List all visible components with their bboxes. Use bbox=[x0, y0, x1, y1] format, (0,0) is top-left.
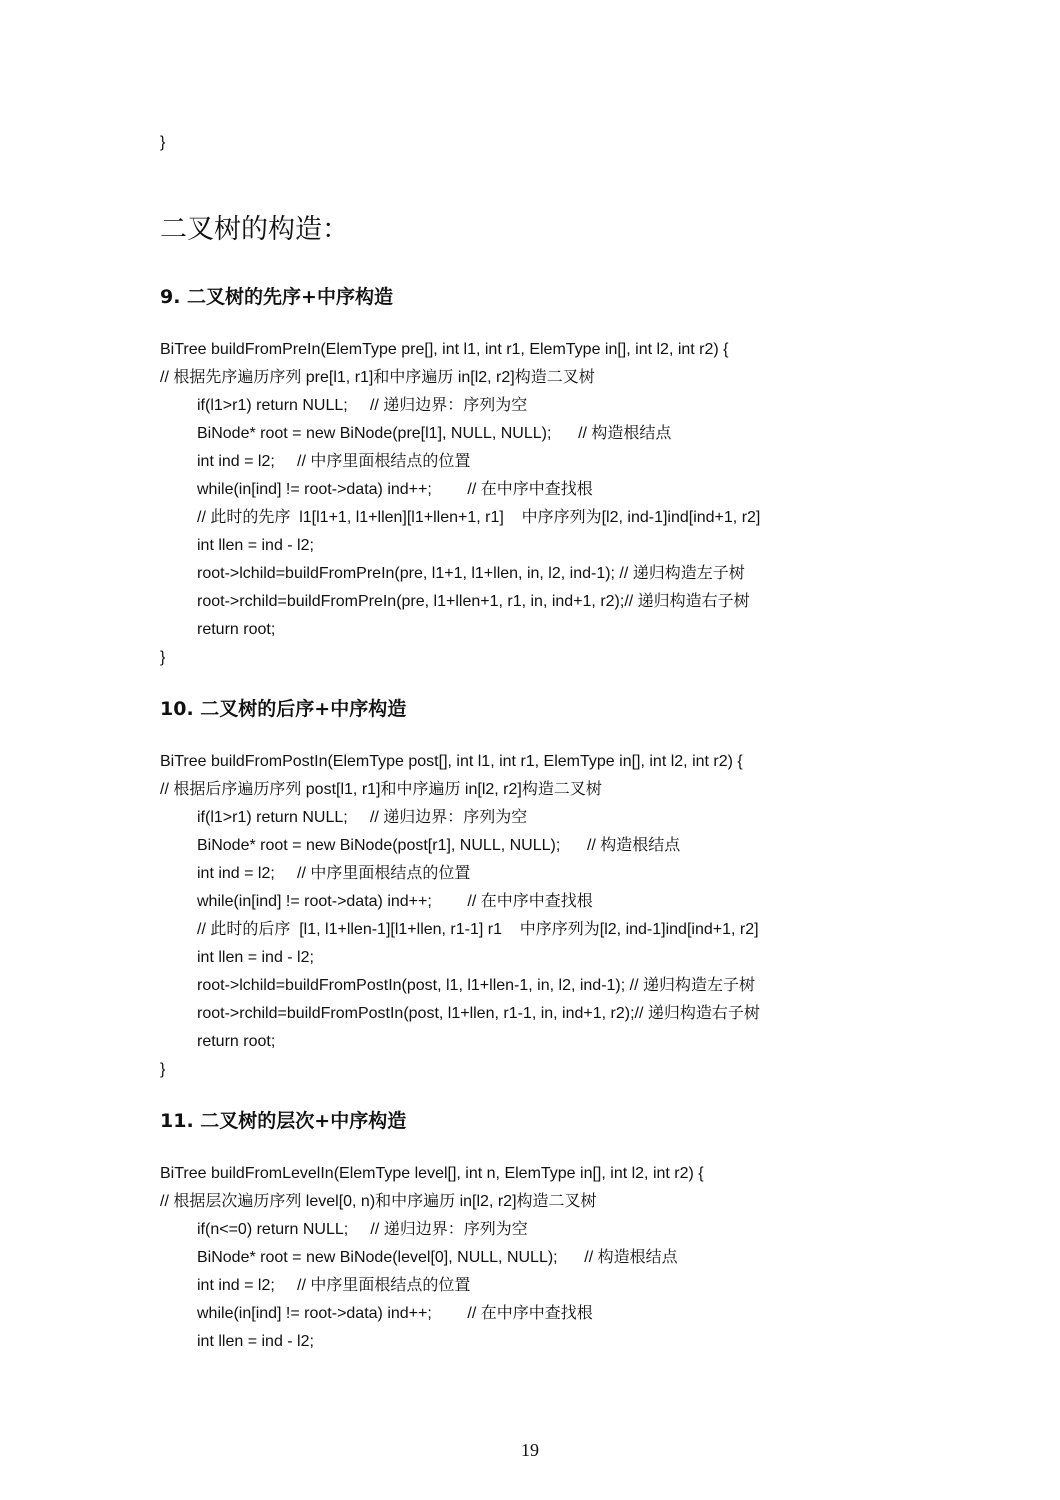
code-line: int llen = ind - l2; bbox=[197, 949, 314, 966]
code-line: root->rchild=buildFromPreIn(pre, l1+llen+1, r1, in, ind+1, r2);// 递归构造右子树 bbox=[197, 593, 750, 610]
page-number: 19 bbox=[521, 1440, 539, 1460]
code-comment: // 根据先序遍历序列 pre[l1, r1]和中序遍历 in[l2, r2]构造二叉树 bbox=[160, 369, 595, 386]
code-line: BiTree buildFromPostIn(ElemType post[], int l1, int r1, ElemType in[], int l2, int r2) { bbox=[160, 753, 743, 770]
chapter-title: 二叉树的构造： bbox=[160, 214, 349, 245]
code-line: root->lchild=buildFromPostIn(post, l1, l1+llen-1, in, l2, ind-1); // 递归构造左子树 bbox=[197, 977, 755, 994]
code-line: return root; bbox=[197, 621, 276, 638]
code-comment: // 根据后序遍历序列 post[l1, r1]和中序遍历 in[l2, r2]构造二叉树 bbox=[160, 781, 602, 798]
code-line: root->lchild=buildFromPreIn(pre, l1+1, l1+llen, in, l2, ind-1); // 递归构造左子树 bbox=[197, 565, 745, 582]
code-line: while(in[ind] != root->data) ind++; // 在中序中查找根 bbox=[197, 481, 593, 498]
code-comment: // 此时的后序 [l1, l1+llen-1][l1+llen, r1-1] r1 中序序列为[l2, ind-1]ind[ind+1, r2] bbox=[197, 921, 759, 938]
code-line: BiNode* root = new BiNode(level[0], NULL, NULL); // 构造根结点 bbox=[197, 1249, 678, 1266]
section-heading: 10. 二叉树的后序+中序构造 bbox=[160, 698, 407, 720]
code-line: int llen = ind - l2; bbox=[197, 537, 314, 554]
code-comment: // 此时的先序 l1[l1+1, l1+llen][l1+llen+1, r1] 中序序列为[l2, ind-1]ind[ind+1, r2] bbox=[197, 509, 761, 526]
code-line: int llen = ind - l2; bbox=[197, 1333, 314, 1350]
code-line: if(l1>r1) return NULL; // 递归边界：序列为空 bbox=[197, 397, 528, 414]
code-line: if(l1>r1) return NULL; // 递归边界：序列为空 bbox=[197, 809, 528, 826]
section-heading: 9. 二叉树的先序+中序构造 bbox=[160, 286, 393, 308]
code-line: int ind = l2; // 中序里面根结点的位置 bbox=[197, 865, 471, 882]
code-comment: // 根据层次遍历序列 level[0, n)和中序遍历 in[l2, r2]构造二叉树 bbox=[160, 1193, 597, 1210]
code-line: int ind = l2; // 中序里面根结点的位置 bbox=[197, 453, 471, 470]
closing-brace: } bbox=[160, 134, 166, 151]
code-line: BiNode* root = new BiNode(pre[l1], NULL, NULL); // 构造根结点 bbox=[197, 425, 672, 442]
code-line: } bbox=[160, 1061, 166, 1078]
code-line: int ind = l2; // 中序里面根结点的位置 bbox=[197, 1277, 471, 1294]
code-line: if(n<=0) return NULL; // 递归边界：序列为空 bbox=[197, 1221, 528, 1238]
code-line: return root; bbox=[197, 1033, 276, 1050]
code-line: while(in[ind] != root->data) ind++; // 在中序中查找根 bbox=[197, 1305, 593, 1322]
code-line: } bbox=[160, 649, 166, 666]
code-line: root->rchild=buildFromPostIn(post, l1+llen, r1-1, in, ind+1, r2);// 递归构造右子树 bbox=[197, 1005, 760, 1022]
code-line: while(in[ind] != root->data) ind++; // 在中序中查找根 bbox=[197, 893, 593, 910]
code-line: BiTree buildFromPreIn(ElemType pre[], int l1, int r1, ElemType in[], int l2, int r2) { bbox=[160, 341, 729, 358]
code-line: BiTree buildFromLevelIn(ElemType level[], int n, ElemType in[], int l2, int r2) { bbox=[160, 1165, 704, 1182]
code-line: BiNode* root = new BiNode(post[r1], NULL, NULL); // 构造根结点 bbox=[197, 837, 681, 854]
section-heading: 11. 二叉树的层次+中序构造 bbox=[160, 1110, 407, 1132]
